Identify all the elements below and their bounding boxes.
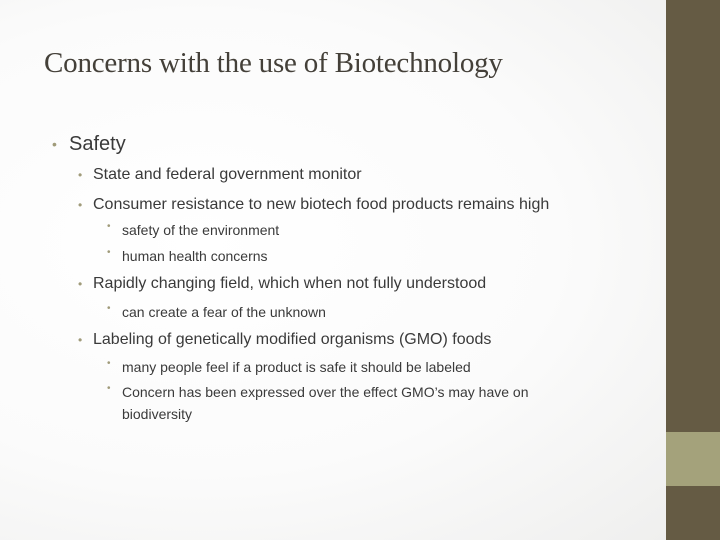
bullet-text-continuation: biodiversity bbox=[122, 406, 193, 422]
bullet-dot: • bbox=[107, 358, 111, 369]
sidebar-accent-block bbox=[666, 432, 720, 486]
bullet-dot: • bbox=[52, 136, 57, 152]
bullet-text: human health concerns bbox=[122, 248, 268, 264]
bullet-dot: • bbox=[107, 247, 111, 258]
bullet-dot: • bbox=[78, 277, 83, 291]
bullet-dot: • bbox=[78, 168, 83, 182]
bullet-text: Safety bbox=[69, 133, 126, 155]
bullet-text: State and federal government monitor bbox=[93, 166, 362, 183]
bullet-text: can create a fear of the unknown bbox=[122, 304, 326, 320]
bullet-text: Concern has been expressed over the effect GMO’s may have on bbox=[122, 384, 529, 400]
bullet-text: Labeling of genetically modified organisms (GMO) foods bbox=[93, 331, 492, 348]
bullet-dot: • bbox=[78, 198, 83, 212]
slide-title: Concerns with the use of Biotechnology bbox=[44, 47, 503, 79]
bullet-text: safety of the environment bbox=[122, 222, 280, 238]
bullet-text: Rapidly changing field, which when not fully understood bbox=[93, 275, 487, 292]
bullet-dot: • bbox=[78, 333, 83, 347]
bullet-dot: • bbox=[107, 383, 111, 394]
bullet-text: many people feel if a product is safe it should be labeled bbox=[122, 359, 471, 375]
bullet-dot: • bbox=[107, 303, 111, 314]
bullet-text: Consumer resistance to new biotech food products remains high bbox=[93, 196, 550, 213]
bullet-dot: • bbox=[107, 221, 111, 232]
